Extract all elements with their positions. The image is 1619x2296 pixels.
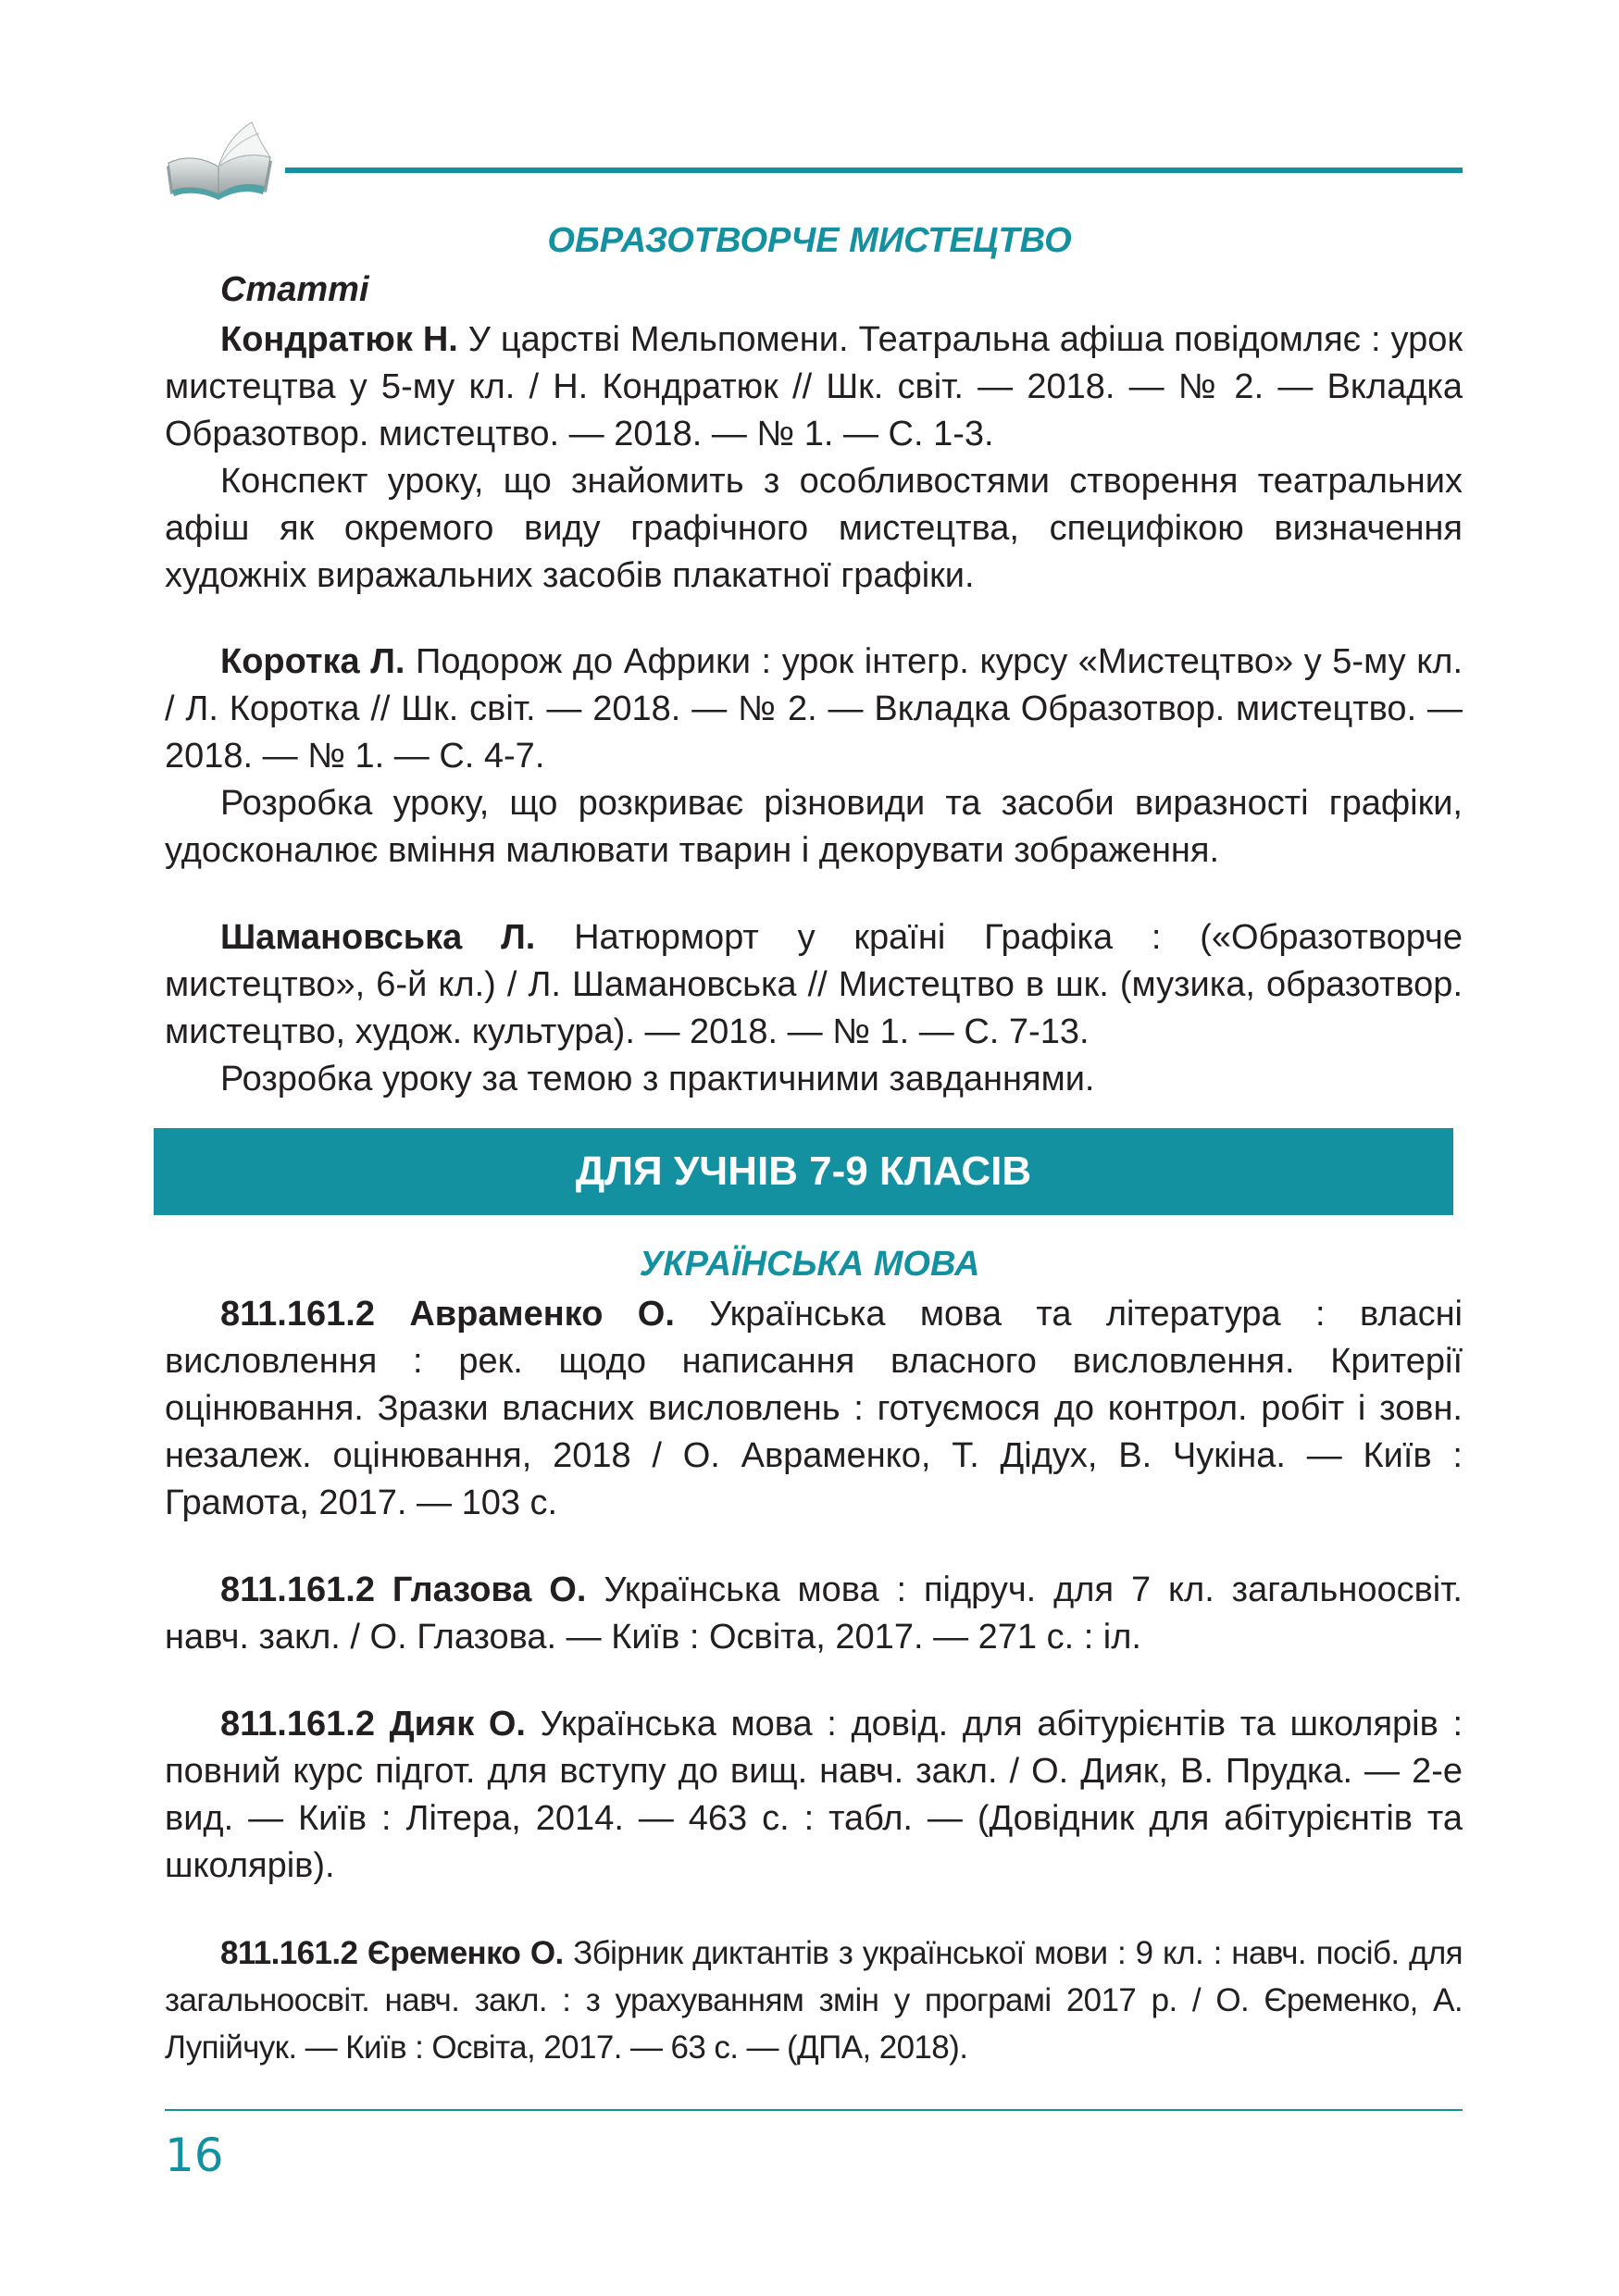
entry-code: 811.161.2: [220, 1705, 375, 1744]
entry-yeremenko: [165, 1930, 1463, 2071]
entry-code: 811.161.2: [220, 1570, 375, 1609]
entry-text: Українська мова : підруч. для 7 кл. загальноосвіт. навч. закл. / О. Глазова. — Київ : Освіта, 2017. — 271 с. : іл.: [165, 1570, 1463, 1657]
entry-author: Кондратюк Н.: [220, 320, 458, 359]
section-title-ukrainian: УКРАЇНСЬКА МОВА: [639, 1245, 980, 1284]
entry-code: 811.161.2: [220, 1295, 375, 1334]
entry-kondratiuk: [165, 316, 1463, 458]
entry-text: У царстві Мельпомени. Театральна афіша повідомляє : урок мистецтва у 5-му кл. / Н. Кондратюк // Шк. світ. — 2018. — № 2. — Вкладка Образотвор. мистецтво. — 2018. — № 1. — С. 1-3.: [165, 320, 1463, 453]
footer-rule: [165, 2109, 1463, 2111]
entry-text: Українська мова та література : власні висловлення : рек. щодо написання власного висловлення. Критерії оцінювання. Зразки власних висловлень : готуємося до контрол. робіт і зовн. незалеж. оцінювання, 2018 / О. Авраменко, Т. Дідух, В. Чукіна. — Київ : Грамота, 2017. — 103 с.: [165, 1295, 1463, 1522]
annotation-shamanovska: Розробка уроку за темою з практичними завданнями.: [220, 1060, 1095, 1098]
entry-author: Дияк О.: [389, 1705, 526, 1744]
entry-dyiak: [165, 1701, 1463, 1890]
grade-banner: [154, 1128, 1453, 1215]
entry-author: Коротка Л.: [220, 642, 405, 681]
entry-korotka: [165, 639, 1463, 780]
entry-text: Українська мова : довід. для абітурієнтів та школярів : повний курс підгот. для вступу до вищ. навч. закл. / О. Дияк, В. Прудка. — 2-е вид. — Київ : Літера, 2014. — 463 с. : табл. — (Довідник для абітурієнтів та школярів).: [165, 1705, 1463, 1885]
header-rule: [285, 168, 1463, 173]
entry-avramenko: [165, 1291, 1463, 1527]
entry-author: Шамановська Л.: [220, 918, 536, 957]
entry-hlazova: [165, 1567, 1463, 1661]
entry-author: Авраменко О.: [409, 1295, 675, 1334]
section-title-fine-arts: ОБРАЗОТВОРЧЕ МИСТЕЦТВО: [547, 221, 1072, 260]
annotation-korotka: Розробка уроку, що розкриває різновиди та засоби виразності графіки, удосконалює вміння малювати тварин і декорувати зображення.: [165, 784, 1463, 870]
entry-author: Глазова О.: [392, 1570, 587, 1609]
open-book-icon: [163, 109, 276, 202]
banner-text: ДЛЯ УЧНІВ 7-9 КЛАСІВ: [575, 1148, 1032, 1194]
entry-shamanovska: [165, 914, 1463, 1056]
subheading-articles: Статті: [220, 270, 369, 309]
entry-text: Збірник диктантів з української мови : 9 кл. : навч. посіб. для загальноосвіт. навч. закл. : з урахуванням змін у програмі 2017 р. / О. Єременко, А. Лупійчук. — Київ : Освіта, 2017. — 63 с. — (ДПА, 2018).: [165, 1935, 1463, 2066]
entry-text: Подорож до Африки : урок інтегр. курсу «Мистецтво» у 5-му кл. / Л. Коротка // Шк. світ. — 2018. — № 2. — Вкладка Образотвор. мистецтво. — 2018. — № 1. — С. 4-7.: [165, 642, 1463, 776]
entry-code: 811.161.2: [220, 1935, 358, 1971]
page-number: 16: [165, 2128, 224, 2182]
annotation-kondratiuk: Конспект уроку, що знайомить з особливостями створення театральних афіш як окремого виду графічного мистецтва, специфікою визначення художніх виражальних засобів плакатної графіки.: [165, 462, 1463, 595]
entry-text: Натюрморт у країні Графіка : («Образотворче мистецтво», 6-й кл.) / Л. Шамановська // Мистецтво в шк. (музика, образотвор. мистецтво, худож. культура). — 2018. — № 1. — С. 7-13.: [165, 918, 1463, 1051]
entry-author: Єременко О.: [367, 1935, 564, 1971]
